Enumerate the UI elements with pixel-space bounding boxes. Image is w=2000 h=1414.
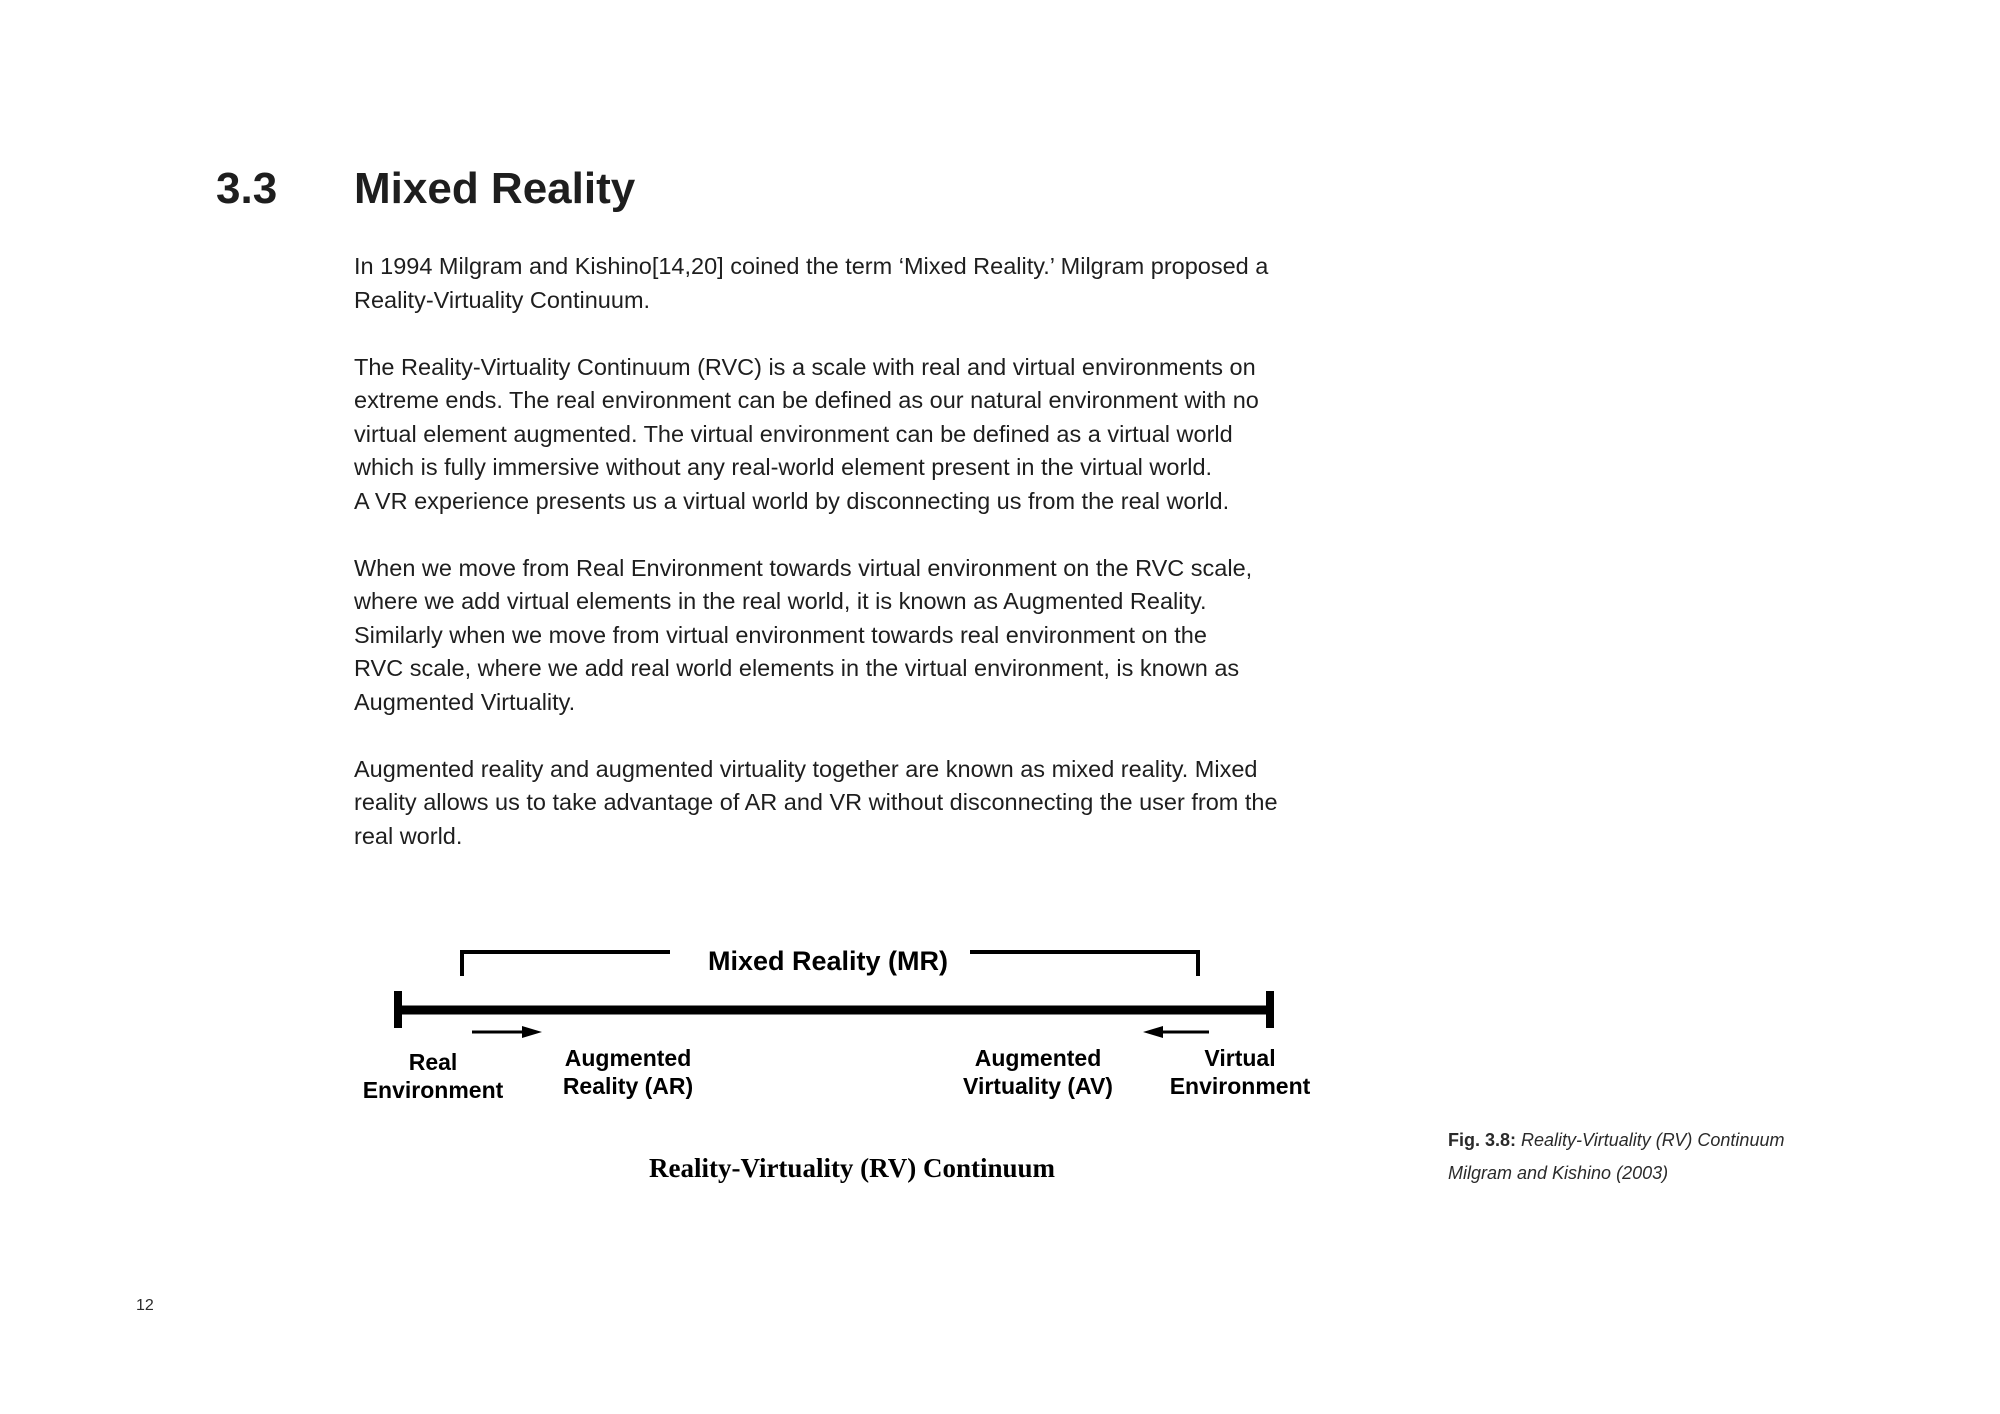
text-line: where we add virtual elements in the real world, it is known as Augmented Reality. bbox=[354, 588, 1207, 614]
real-env-label-line2: Environment bbox=[362, 1077, 504, 1103]
text-line: The Reality-Virtuality Continuum (RVC) is a scale with real and virtual environments on bbox=[354, 353, 1256, 380]
paragraph-rvc-definition bbox=[354, 351, 1334, 519]
text-line: RVC scale, where we add real world elements in the virtual environment, is known as bbox=[354, 655, 1240, 681]
body-text bbox=[354, 250, 1334, 887]
text-line: Reality-Virtuality Continuum. bbox=[354, 286, 651, 313]
text-line: When we move from Real Environment towards virtual environment on the RVC scale, bbox=[354, 554, 1253, 581]
text-line: extreme ends. The real environment can be defined as our natural environment with no bbox=[354, 387, 1259, 413]
caption-line-1 bbox=[1448, 1124, 1868, 1157]
caption-label: Fig. 3.8: bbox=[1448, 1130, 1517, 1150]
text-line: In 1994 Milgram and Kishino[14,20] coined the term ‘Mixed Reality.’ Milgram proposed a bbox=[354, 253, 1269, 279]
page-number: 12 bbox=[136, 1297, 154, 1314]
av-label-line2: Virtuality (AV) bbox=[963, 1073, 1113, 1099]
text-line: A VR experience presents us a virtual world by disconnecting us from the real world. bbox=[354, 487, 1230, 514]
caption-title: Reality-Virtuality (RV) Continuum bbox=[1521, 1130, 1785, 1150]
arrow-right-head-icon bbox=[522, 1026, 542, 1038]
text-line: Similarly when we move from virtual environment towards real environment on the bbox=[354, 621, 1207, 648]
rv-continuum-diagram bbox=[340, 930, 1340, 1200]
paragraph-mixed-reality bbox=[354, 753, 1334, 854]
paragraph-ar-av bbox=[354, 552, 1334, 720]
text-line: Augmented reality and augmented virtuality together are known as mixed reality. Mixed bbox=[354, 755, 1258, 782]
mixed-reality-label: Mixed Reality (MR) bbox=[707, 946, 949, 976]
real-env-label-line1: Real bbox=[408, 1049, 458, 1075]
text-line: which is fully immersive without any real-world element present in the virtual world. bbox=[354, 454, 1213, 480]
mr-bracket-right bbox=[970, 952, 1198, 976]
figure-title: Reality-Virtuality (RV) Continuum bbox=[648, 1153, 1056, 1183]
figure-caption bbox=[1448, 1124, 1868, 1190]
mr-bracket-left bbox=[462, 952, 670, 976]
rv-continuum-figure bbox=[340, 930, 1340, 1200]
ar-label-line1: Augmented bbox=[564, 1045, 692, 1071]
virtual-env-label-line1: Virtual bbox=[1204, 1045, 1276, 1071]
av-label-line1: Augmented bbox=[974, 1045, 1102, 1071]
section-number: 3.3 bbox=[216, 164, 278, 213]
text-line: Augmented Virtuality. bbox=[354, 688, 576, 715]
ar-label-line2: Reality (AR) bbox=[562, 1073, 694, 1099]
text-line: reality allows us to take advantage of AR and VR without disconnecting the user from the bbox=[354, 789, 1278, 815]
text-line: real world. bbox=[354, 822, 463, 849]
paragraph-intro bbox=[354, 250, 1334, 317]
arrow-left-head-icon bbox=[1143, 1026, 1163, 1038]
text-line: virtual element augmented. The virtual environment can be defined as a virtual world bbox=[354, 420, 1233, 447]
caption-source: Milgram and Kishino (2003) bbox=[1448, 1163, 1669, 1183]
section-title: Mixed Reality bbox=[354, 164, 636, 213]
virtual-env-label-line2: Environment bbox=[1169, 1073, 1311, 1099]
